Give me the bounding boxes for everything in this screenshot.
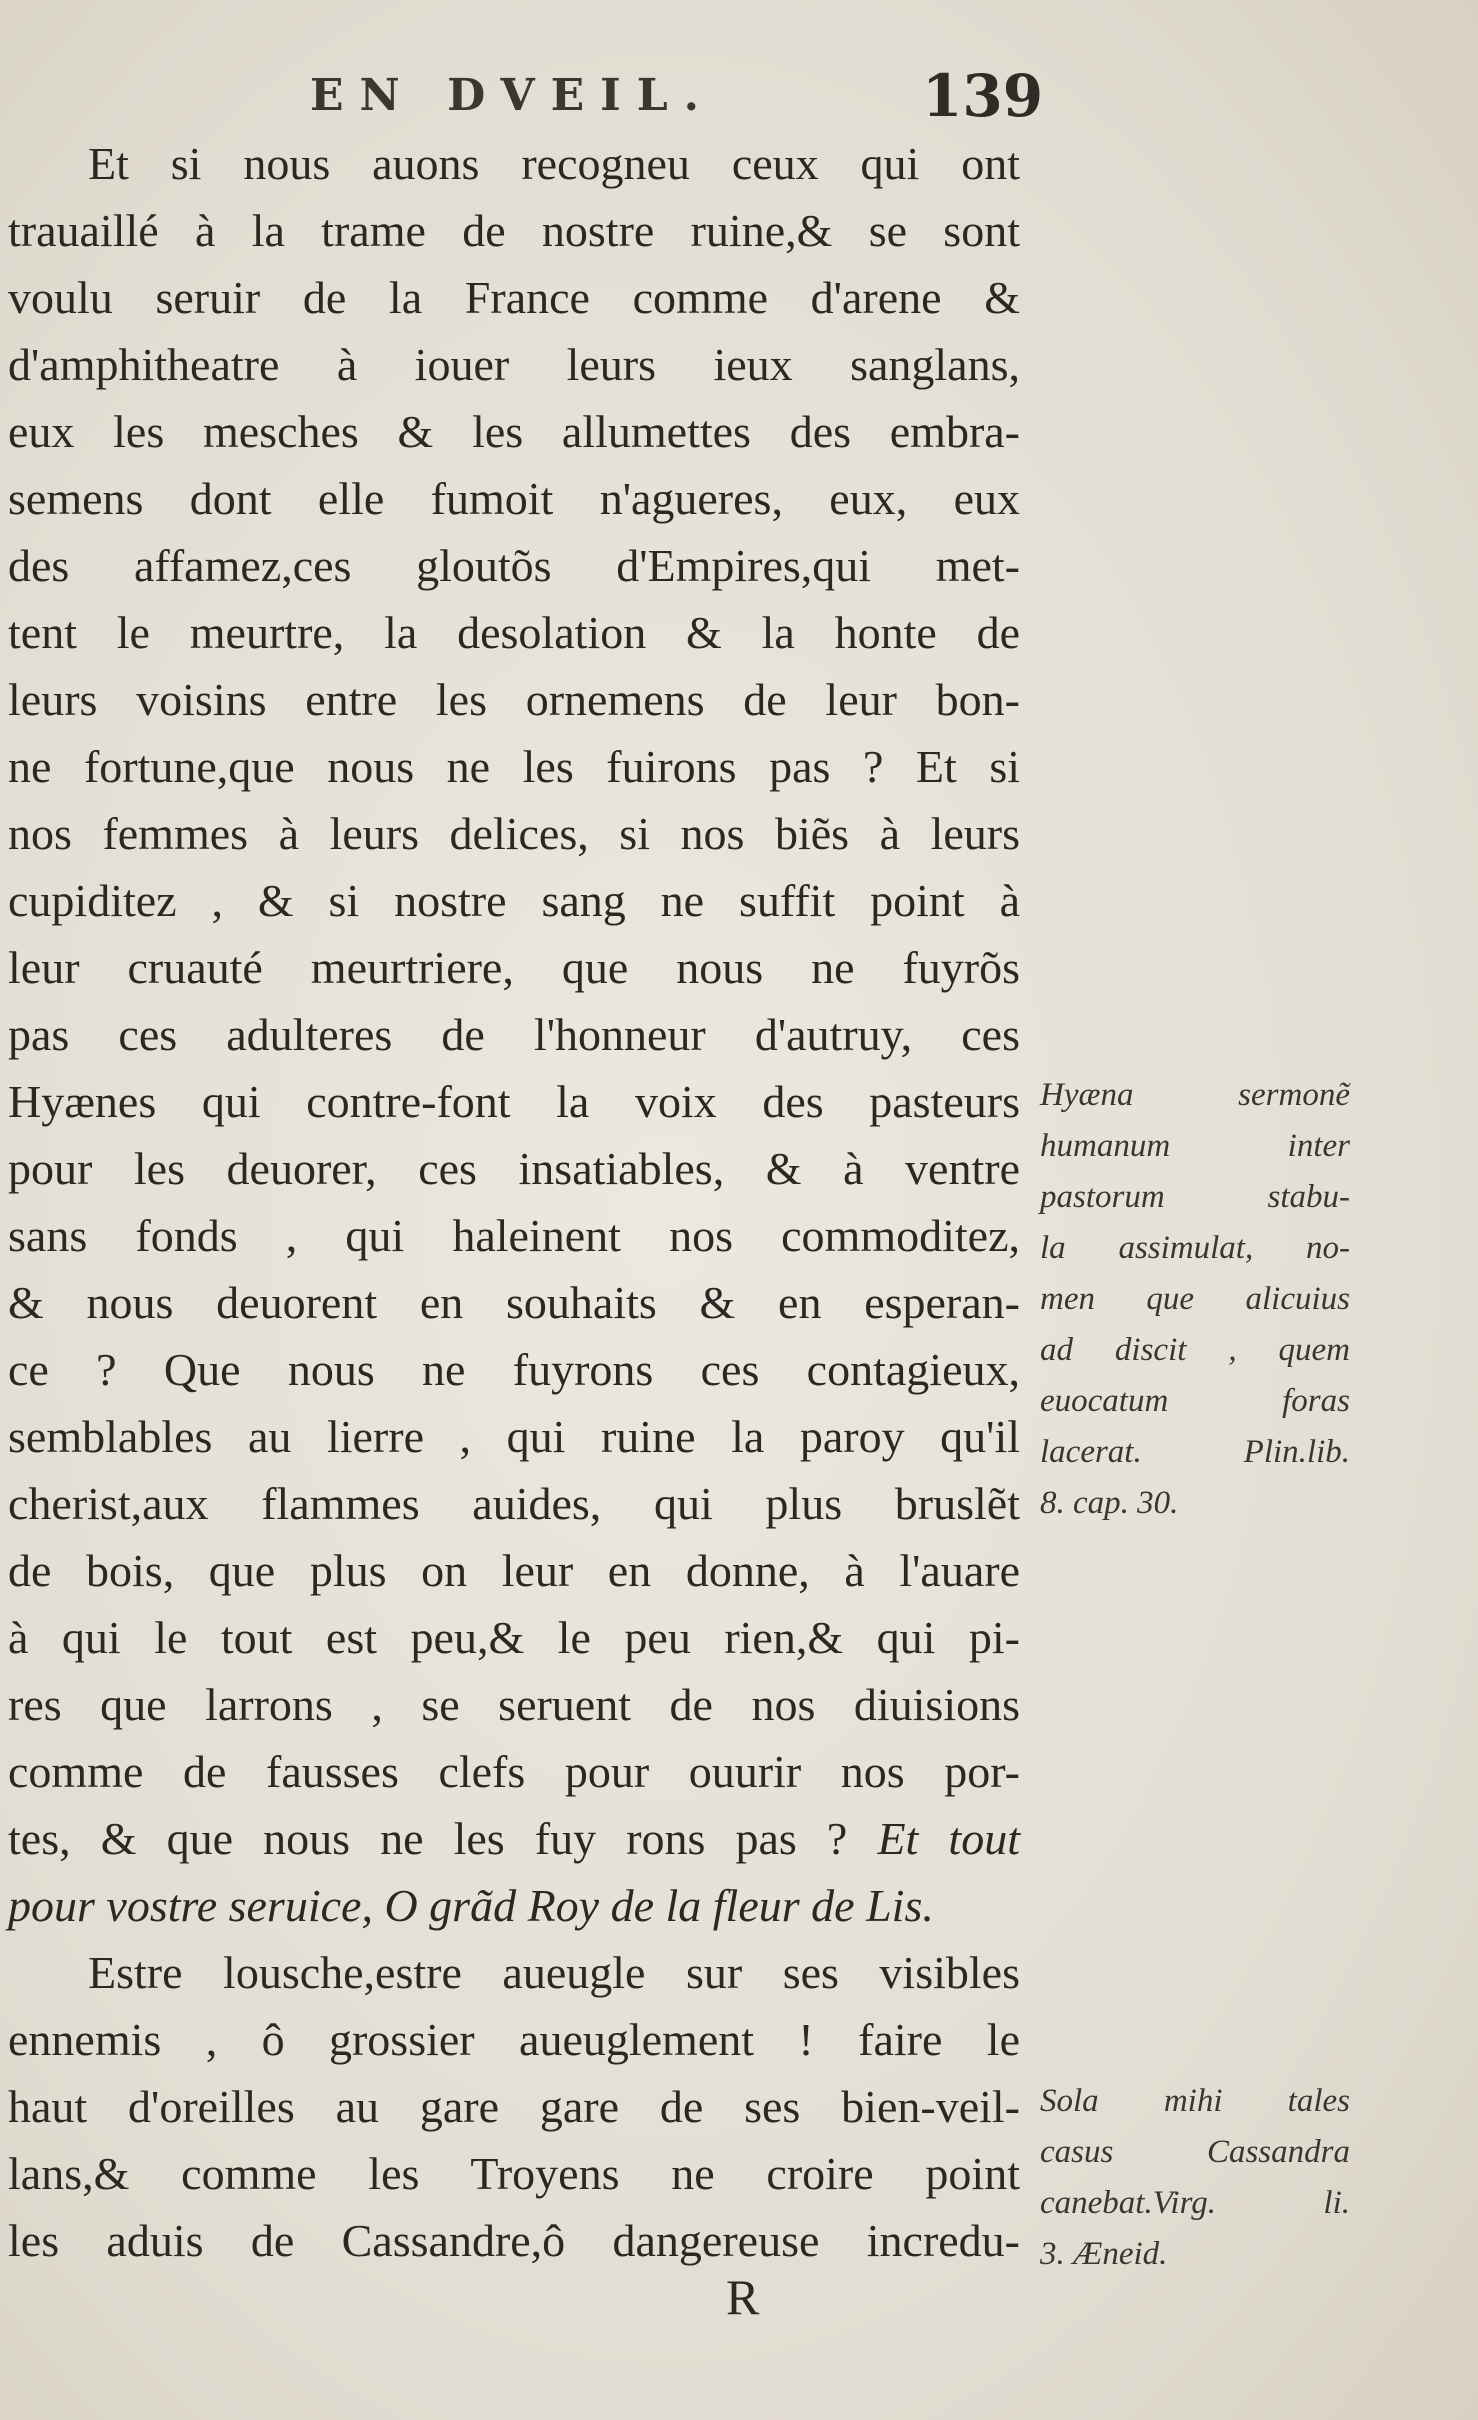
margin-note-line: pastorum stabu-	[1040, 1179, 1350, 1215]
body-line: de bois, que plus on leur en donne, à l'auare	[8, 1545, 1020, 1596]
margin-note-line: lacerat. Plin.lib.	[1040, 1434, 1350, 1470]
margin-note-line: Sola mihi tales	[1040, 2083, 1350, 2119]
body-line: & nous deuorent en souhaits & en esperan-	[8, 1277, 1020, 1328]
body-line: Et si nous auons recogneu ceux qui ont	[88, 138, 1020, 189]
body-line: eux les mesches & les allumettes des embra-	[8, 406, 1020, 457]
body-line: des affamez,ces gloutõs d'Empires,qui met-	[8, 540, 1020, 591]
body-line: haut d'oreilles au gare gare de ses bien-veil-	[8, 2081, 1020, 2132]
catchword: R	[726, 2269, 760, 2325]
body-line: ne fortune,que nous ne les fuirons pas ? Et si	[8, 741, 1020, 792]
body-line	[8, 1805, 1020, 1872]
margin-note-line: la assimulat, no-	[1040, 1230, 1350, 1266]
body-line: tent le meurtre, la desolation & la honte de	[8, 607, 1020, 658]
margin-note-line: euocatum foras	[1040, 1383, 1350, 1419]
body-text	[8, 130, 1020, 2274]
body-line: ce ? Que nous ne fuyrons ces contagieux,	[8, 1344, 1020, 1395]
body-line: pour les deuorer, ces insatiables, & à ventre	[8, 1143, 1020, 1194]
margin-note-hyaena	[1040, 1070, 1350, 1529]
margin-note-line: 3. Æneid.	[1040, 2236, 1168, 2272]
body-line: sans fonds , qui haleinent nos commoditez,	[8, 1210, 1020, 1261]
running-head	[0, 62, 1478, 132]
body-line: lans,& comme les Troyens ne croire point	[8, 2148, 1020, 2199]
margin-note-line: 8. cap. 30.	[1040, 1485, 1179, 1521]
body-line: cherist,aux flammes auides, qui plus bruslẽt	[8, 1478, 1020, 1529]
body-line: leurs voisins entre les ornemens de leur bon-	[8, 674, 1020, 725]
running-head-title: EN DVEIL.	[310, 70, 715, 121]
body-line: cupiditez , & si nostre sang ne suffit point à	[8, 875, 1020, 926]
body-line: Hyænes qui contre-font la voix des pasteurs	[8, 1076, 1020, 1127]
body-line: comme de fausses clefs pour ouurir nos por-	[8, 1746, 1020, 1797]
body-line: à qui le tout est peu,& le peu rien,& qui pi-	[8, 1612, 1020, 1663]
margin-note-line: humanum inter	[1040, 1128, 1350, 1164]
body-line: leur cruauté meurtriere, que nous ne fuyrõs	[8, 942, 1020, 993]
body-line: semens dont elle fumoit n'agueres, eux, eux	[8, 473, 1020, 524]
body-line-text: tes, & que nous ne les fuy rons pas ?	[8, 1813, 848, 1864]
body-line: les aduis de Cassandre,ô dangereuse incredu-	[8, 2215, 1020, 2266]
body-line: res que larrons , se seruent de nos diuisions	[8, 1679, 1020, 1730]
margin-note-line: casus Cassandra	[1040, 2134, 1350, 2170]
margin-note-line: men que alicuius	[1040, 1281, 1350, 1317]
body-line: voulu seruir de la France comme d'arene &	[8, 272, 1020, 323]
body-line: semblables au lierre , qui ruine la paroy qu'il	[8, 1411, 1020, 1462]
body-line: trauaillé à la trame de nostre ruine,& se sont	[8, 205, 1020, 256]
body-line: nos femmes à leurs delices, si nos biẽs à leurs	[8, 808, 1020, 859]
margin-note-cassandra	[1040, 2076, 1350, 2280]
margin-note-line: Hyæna sermonẽ	[1040, 1077, 1350, 1113]
margin-note-line: canebat.Virg. li.	[1040, 2185, 1350, 2221]
body-line-italic: pour vostre seruice, O grãd Roy de la fleur de Lis.	[8, 1880, 934, 1931]
margin-note-line: ad discit , quem	[1040, 1332, 1350, 1368]
body-line: pas ces adulteres de l'honneur d'autruy, ces	[8, 1009, 1020, 1060]
body-line: Estre lousche,estre aueugle sur ses visibles	[88, 1947, 1020, 1998]
body-line-italic-tail: Et tout	[877, 1813, 1020, 1864]
body-line: d'amphitheatre à iouer leurs ieux sanglans,	[8, 339, 1020, 390]
page-number: 139	[922, 62, 1044, 130]
body-line: ennemis , ô grossier aueuglement ! faire le	[8, 2014, 1020, 2065]
